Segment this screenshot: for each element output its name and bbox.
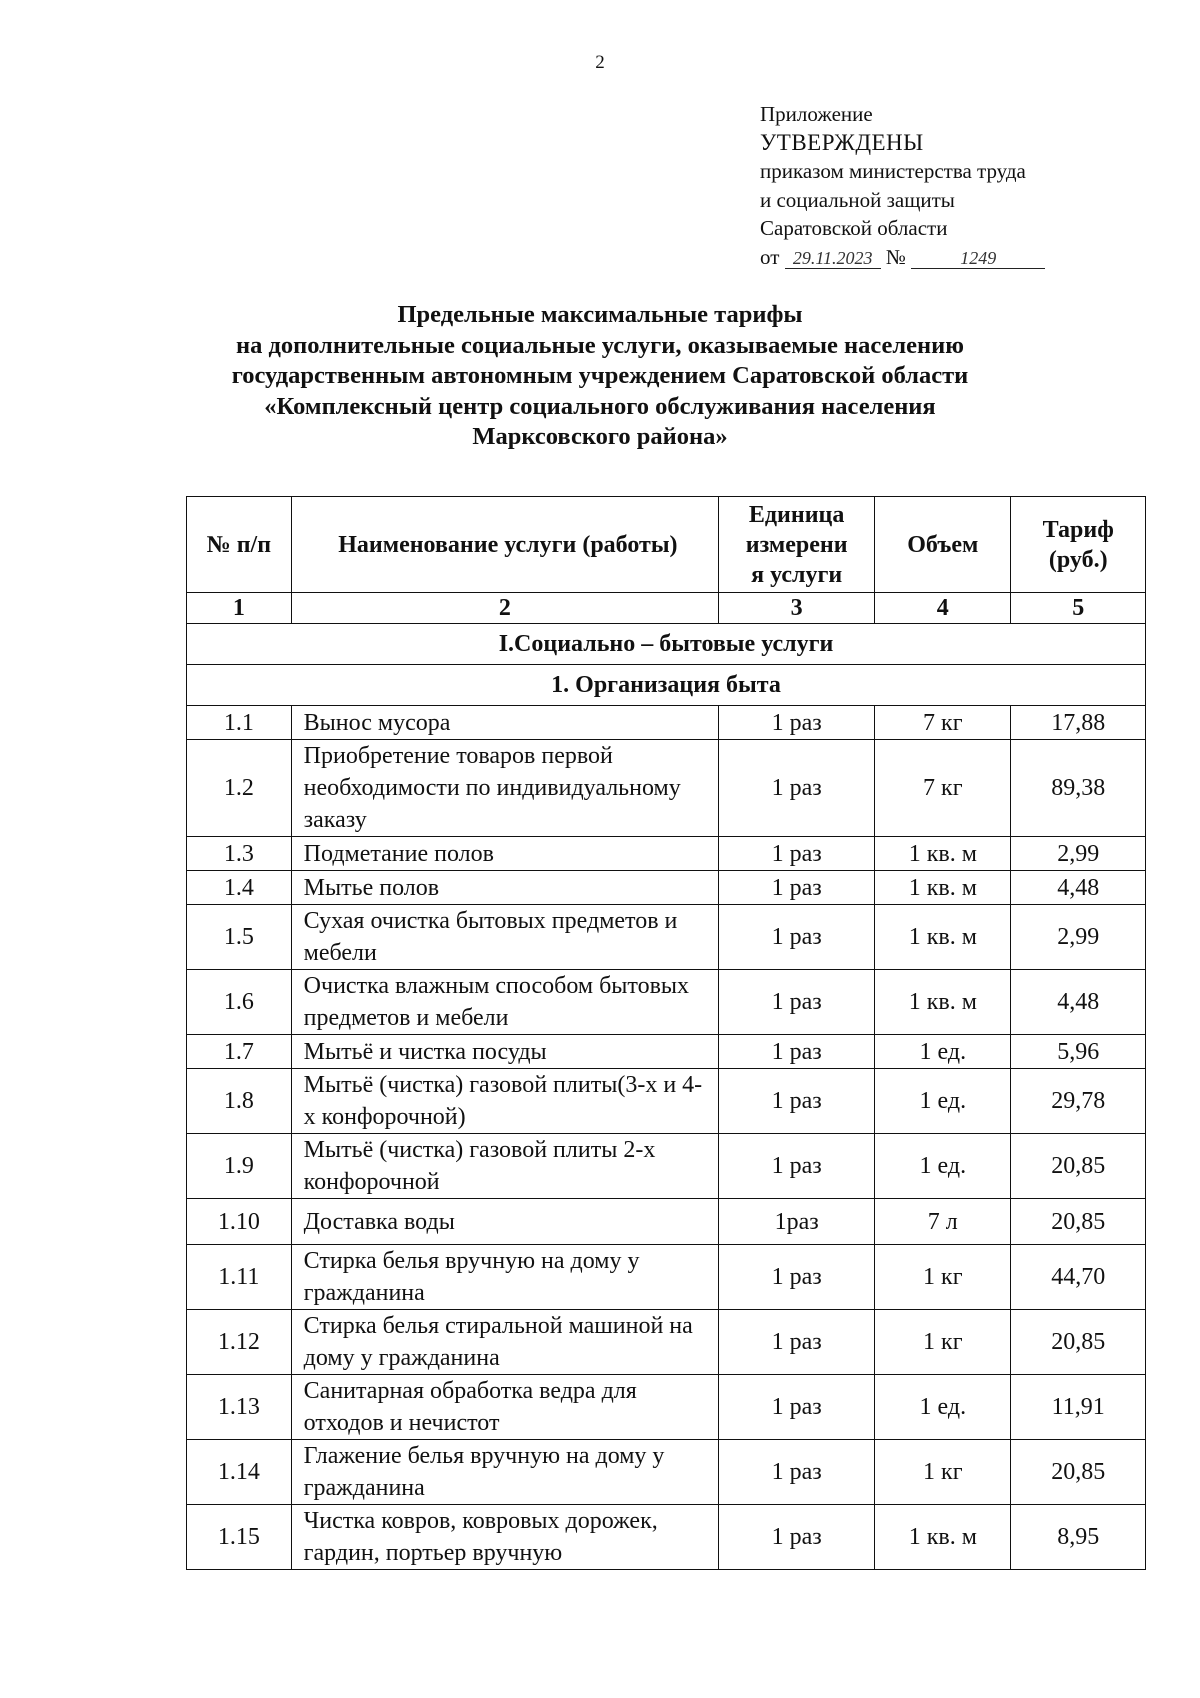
row-num: 1.4 (187, 871, 292, 905)
table-row (187, 1310, 1146, 1375)
row-tariff: 29,78 (1011, 1069, 1146, 1134)
table-row (187, 1505, 1146, 1570)
row-service-name: Мытьё (чистка) газовой плиты(3-х и 4-х конфорочной) (291, 1069, 718, 1134)
table-row (187, 1375, 1146, 1440)
row-tariff: 8,95 (1011, 1505, 1146, 1570)
approval-line-approved: УТВЕРЖДЕНЫ (760, 129, 924, 155)
order-date-handwritten: 29.11.2023 (785, 248, 881, 269)
header-unit-line-2: измерени (745, 531, 848, 558)
tariff-table (186, 496, 1146, 1570)
document-title (0, 300, 1200, 453)
row-volume: 7 кг (875, 740, 1011, 837)
table-row (187, 1245, 1146, 1310)
header-tariff-line-1: Тариф (1042, 516, 1114, 543)
row-volume: 1 ед. (875, 1069, 1011, 1134)
row-service-name: Санитарная обработка ведра для отходов и нечистот (291, 1375, 718, 1440)
row-num: 1.11 (187, 1245, 292, 1310)
row-tariff: 20,85 (1011, 1310, 1146, 1375)
header-volume: Объем (875, 497, 1011, 593)
header-unit-line-3: я услуги (751, 561, 843, 588)
row-volume: 1 кг (875, 1310, 1011, 1375)
title-line-3: государственным автономным учреждением Саратовской области (231, 362, 969, 389)
approval-block (760, 100, 1045, 271)
row-volume: 7 л (875, 1199, 1011, 1245)
table-row (187, 1069, 1146, 1134)
number-prefix: № (885, 244, 906, 269)
row-unit: 1 раз (719, 1440, 875, 1505)
row-service-name: Чистка ковров, ковровых дорожек, гардин, портьер вручную (291, 1505, 718, 1570)
row-unit: 1 раз (719, 837, 875, 871)
title-line-2: на дополнительные социальные услуги, оказываемые населению (235, 331, 964, 359)
row-unit: 1 раз (719, 1505, 875, 1570)
row-volume: 1 кв. м (875, 970, 1011, 1035)
row-service-name: Глажение белья вручную на дому у гражданина (291, 1440, 718, 1505)
row-unit: 1 раз (719, 905, 875, 970)
section-title: I.Социально – бытовые услуги (187, 624, 1146, 665)
approval-line-order: приказом министерства труда (760, 159, 1026, 183)
row-num: 1.12 (187, 1310, 292, 1375)
row-unit: 1 раз (719, 1245, 875, 1310)
row-unit: 1 раз (719, 1134, 875, 1199)
row-service-name: Стирка белья стиральной машиной на дому у гражданина (291, 1310, 718, 1375)
title-line-1: Предельные максимальные тарифы (397, 301, 803, 328)
row-tariff: 2,99 (1011, 905, 1146, 970)
row-volume: 1 кв. м (875, 905, 1011, 970)
row-unit: 1 раз (719, 706, 875, 740)
table-row (187, 970, 1146, 1035)
row-unit: 1 раз (719, 740, 875, 837)
row-service-name: Доставка воды (291, 1199, 718, 1245)
row-volume: 1 кв. м (875, 837, 1011, 871)
header-name: Наименование услуги (работы) (291, 497, 718, 593)
row-unit: 1раз (719, 1199, 875, 1245)
table-row (187, 1199, 1146, 1245)
row-tariff: 20,85 (1011, 1199, 1146, 1245)
row-num: 1.10 (187, 1199, 292, 1245)
row-num: 1.7 (187, 1035, 292, 1069)
table-row (187, 706, 1146, 740)
approval-date-number (760, 243, 1045, 272)
row-unit: 1 раз (719, 871, 875, 905)
row-tariff: 4,48 (1011, 871, 1146, 905)
row-service-name: Мытье полов (291, 871, 718, 905)
table-row (187, 1035, 1146, 1069)
date-prefix: от (760, 244, 780, 269)
page-number: 2 (595, 52, 605, 73)
table-row (187, 905, 1146, 970)
row-volume: 1 кг (875, 1245, 1011, 1310)
row-tariff: 5,96 (1011, 1035, 1146, 1069)
table-row (187, 871, 1146, 905)
row-num: 1.15 (187, 1505, 292, 1570)
approval-line-appendix: Приложение (760, 102, 873, 126)
approval-line-region: Саратовской области (760, 216, 948, 240)
row-tariff: 44,70 (1011, 1245, 1146, 1310)
row-service-name: Стирка белья вручную на дому у гражданина (291, 1245, 718, 1310)
row-unit: 1 раз (719, 1375, 875, 1440)
row-unit: 1 раз (719, 1069, 875, 1134)
row-num: 1.3 (187, 837, 292, 871)
column-number-row (187, 593, 1146, 624)
row-num: 1.9 (187, 1134, 292, 1199)
header-row (187, 497, 1146, 593)
header-unit (719, 497, 875, 593)
row-service-name: Мытьё и чистка посуды (291, 1035, 718, 1069)
column-number: 4 (875, 593, 1011, 624)
row-num: 1.2 (187, 740, 292, 837)
header-tariff-line-2: (руб.) (1048, 546, 1108, 573)
column-number: 1 (187, 593, 292, 624)
row-num: 1.13 (187, 1375, 292, 1440)
table-row (187, 837, 1146, 871)
row-service-name: Очистка влажным способом бытовых предметов и мебели (291, 970, 718, 1035)
row-tariff: 20,85 (1011, 1440, 1146, 1505)
row-volume: 1 ед. (875, 1375, 1011, 1440)
column-number: 2 (291, 593, 718, 624)
column-number: 5 (1011, 593, 1146, 624)
row-num: 1.5 (187, 905, 292, 970)
row-tariff: 11,91 (1011, 1375, 1146, 1440)
approval-line-ministry: и социальной защиты (760, 187, 955, 212)
row-num: 1.1 (187, 706, 292, 740)
row-volume: 1 кв. м (875, 871, 1011, 905)
row-service-name: Приобретение товаров первой необходимости по индивидуальному заказу (291, 740, 718, 837)
row-unit: 1 раз (719, 970, 875, 1035)
row-tariff: 17,88 (1011, 706, 1146, 740)
row-num: 1.6 (187, 970, 292, 1035)
row-volume: 7 кг (875, 706, 1011, 740)
row-service-name: Мытьё (чистка) газовой плиты 2-х конфорочной (291, 1134, 718, 1199)
title-line-4: «Комплексный центр социального обслуживания населения (264, 392, 936, 420)
row-volume: 1 ед. (875, 1134, 1011, 1199)
subsection-title: 1. Организация быта (187, 665, 1146, 706)
section-row (187, 624, 1146, 665)
row-volume: 1 ед. (875, 1035, 1011, 1069)
title-line-5: Марксовского района» (472, 423, 728, 450)
row-volume: 1 кв. м (875, 1505, 1011, 1570)
header-num: № п/п (187, 497, 292, 593)
row-tariff: 20,85 (1011, 1134, 1146, 1199)
header-unit-line-1: Единица (748, 501, 845, 528)
header-tariff (1011, 497, 1146, 593)
column-number: 3 (719, 593, 875, 624)
row-tariff: 2,99 (1011, 837, 1146, 871)
subsection-row (187, 665, 1146, 706)
row-unit: 1 раз (719, 1310, 875, 1375)
row-service-name: Вынос мусора (291, 706, 718, 740)
row-service-name: Сухая очистка бытовых предметов и мебели (291, 905, 718, 970)
row-unit: 1 раз (719, 1035, 875, 1069)
table-row (187, 740, 1146, 837)
table-row (187, 1440, 1146, 1505)
row-volume: 1 кг (875, 1440, 1011, 1505)
row-service-name: Подметание полов (291, 837, 718, 871)
table-row (187, 1134, 1146, 1199)
row-tariff: 89,38 (1011, 740, 1146, 837)
row-num: 1.8 (187, 1069, 292, 1134)
row-tariff: 4,48 (1011, 970, 1146, 1035)
order-number-handwritten: 1249 (911, 248, 1045, 269)
row-num: 1.14 (187, 1440, 292, 1505)
